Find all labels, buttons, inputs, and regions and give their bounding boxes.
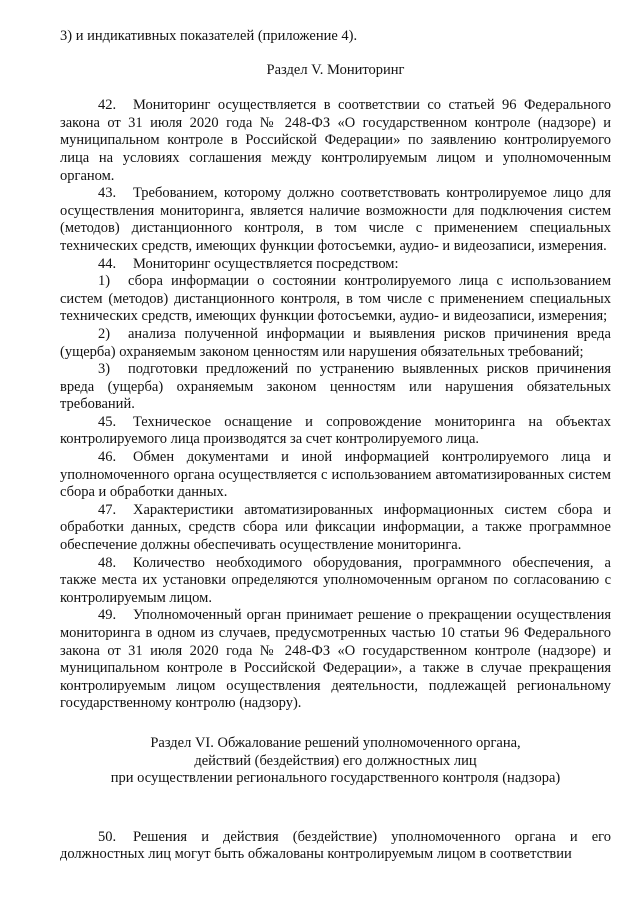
paragraph-number: 48. [98,554,117,571]
paragraph-text: Решения и действия (бездействие) уполномоченного органа и его должностных лиц могут быть обжалованы контролируемым лицом в соответствии [60,828,611,863]
paragraph-text: Требованием, которому должно соответствовать контролируемое лицо для осуществления мониторинга, является наличие возможности для подключения систем (методов) дистанционного контроля, в том числе с применением специальных технических средств, имеющих функции фотосъемки, аудио- и видеозаписи, измерения. [60,185,611,254]
paragraph-text: Техническое оснащение и сопровождение мониторинга на объектах контролируемого лица производятся за счет контролируемого лица. [60,413,611,448]
paragraph-text: Мониторинг осуществляется посредством: [133,255,399,272]
paragraph-number: 47. [98,501,117,518]
paragraph-number: 50. [98,828,117,845]
paragraph-48 [60,555,611,608]
paragraph-number: 46. [98,449,117,466]
subitem-number: 1) [98,273,111,290]
section-5-heading: Раздел V. Мониторинг [266,61,405,78]
paragraph-45 [60,414,611,449]
paragraph-number: 43. [98,185,117,202]
paragraph-text: Уполномоченный орган принимает решение о прекращении осуществления мониторинга в одном из случаев, предусмотренных частью 10 статьи 96 Федерального закона от 31 июля 2020 года № 248-ФЗ «О государственном контроле (надзоре) и муниципальном контроле в Российской Федерации», а также в случае прекращения контролируемым лицом осуществления деятельности, подлежащей региональному государственному контролю (надзору). [60,607,611,712]
paragraph-text: Обмен документами и иной информацией контролируемого лица и уполномоченного органа осуществляется с использованием автоматизированных систем сбора и обработки данных. [60,449,611,501]
intro-line: 3) и индикативных показателей (приложение 4). [60,28,358,44]
section-6-heading-line-2: действий (бездействия) его должностных лиц [194,752,477,769]
subitem-2 [60,326,611,361]
paragraph-text: Характеристики автоматизированных информационных систем сбора и обработки данных, средств сбора или фиксации информации, а также программное обеспечение должны обеспечивать осуществление мониторинга. [60,501,611,554]
paragraph-number: 42. [98,97,117,114]
subitem-number: 3) [98,361,111,378]
paragraph-44 [60,256,611,274]
subitem-text: анализа полученной информации и выявления рисков причинения вреда (ущерба) охраняемым законом ценностям или нарушения обязательных требований; [60,325,611,360]
paragraph-number: 49. [98,607,117,624]
paragraph-text: Количество необходимого оборудования, программного обеспечения, а также места их установки определяются уполномоченным органом по согласованию с контролируемым лицом. [60,554,611,606]
paragraph-47 [60,502,611,555]
paragraph-number: 45. [98,413,117,430]
paragraph-46 [60,449,611,502]
paragraph-42 [60,97,611,185]
paragraph-49 [60,607,611,713]
paragraph-number: 44. [98,255,117,272]
section-6-heading [60,735,611,788]
subitem-text: подготовки предложений по устранению выявленных рисков причинения вреда (ущерба) охраняемым законом ценностям или нарушения обязательных требований. [60,361,611,413]
subitem-3 [60,361,611,414]
paragraph-43 [60,185,611,255]
section-6-heading-line-1: Раздел VI. Обжалование решений уполномоченного органа, [150,734,521,751]
subitem-number: 2) [98,325,111,342]
subitem-text: сбора информации о состоянии контролируемого лица с использованием систем (методов) дистанционного контроля, в том числе с применением специальных технических средств, имеющих функции фотосъемки, аудио- и видеозаписи, измерения; [60,273,611,325]
paragraph-50 [60,829,611,864]
paragraph-text: Мониторинг осуществляется в соответствии со статьей 96 Федерального закона от 31 июля 2020 года № 248-ФЗ «О государственном контроле (надзоре) и муниципальном контроле в Российской Федерации» по заявлению контролируемого лица на условиях соглашения между контролируемым лицом и уполномоченным органом. [60,97,611,184]
section-6-heading-line-3: при осуществлении регионального государственного контроля (надзора) [110,770,561,787]
subitem-1 [60,273,611,326]
